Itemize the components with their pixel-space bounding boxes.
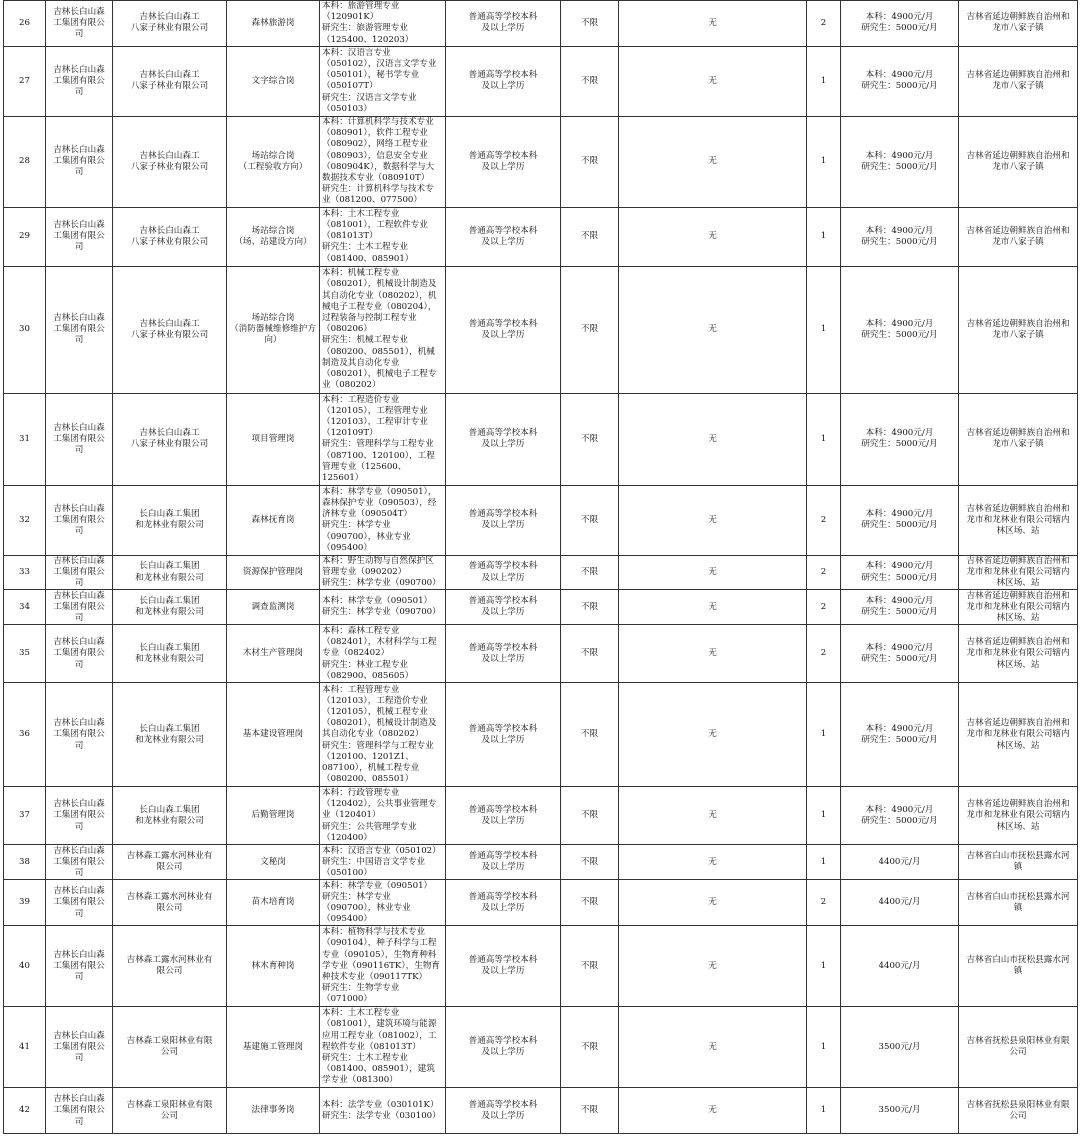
cell-count: 2 bbox=[807, 1, 841, 47]
cell-edu: 普通高等学校本科 及以上学历 bbox=[446, 590, 561, 625]
cell-unit: 长白山森工集团 和龙林业有限公司 bbox=[113, 555, 227, 590]
cell-employer: 吉林长白山森 工集团有限公 司 bbox=[46, 926, 113, 1007]
cell-place: 吉林省抚松县泉阳林业有限 公司 bbox=[959, 1088, 1078, 1134]
cell-count: 2 bbox=[807, 880, 841, 926]
cell-age: 不限 bbox=[561, 926, 619, 1007]
cell-no: 26 bbox=[4, 1, 46, 47]
cell-edu: 普通高等学校本科 及以上学历 bbox=[446, 787, 561, 845]
cell-age: 不限 bbox=[561, 683, 619, 787]
cell-exp: 无 bbox=[619, 207, 807, 266]
cell-salary: 本科：4900元/月 研究生：5000元/月 bbox=[841, 207, 959, 266]
cell-edu: 普通高等学校本科 及以上学历 bbox=[446, 845, 561, 880]
cell-no: 33 bbox=[4, 555, 46, 590]
cell-exp: 无 bbox=[619, 1, 807, 47]
cell-employer: 吉林长白山森 工集团有限公 司 bbox=[46, 787, 113, 845]
cell-count: 1 bbox=[807, 116, 841, 207]
cell-major: 本科：林学专业（090501） 研究生：林学专业 （090700），林业专业 （095400） bbox=[320, 880, 446, 926]
cell-exp: 无 bbox=[619, 46, 807, 116]
cell-post: 场站综合岗 （工程验收方向） bbox=[227, 116, 320, 207]
cell-edu: 普通高等学校本科 及以上学历 bbox=[446, 116, 561, 207]
cell-count: 1 bbox=[807, 683, 841, 787]
cell-edu: 普通高等学校本科 及以上学历 bbox=[446, 555, 561, 590]
cell-unit: 长白山森工集团 和龙林业有限公司 bbox=[113, 683, 227, 787]
cell-unit: 吉林森工泉阳林业有限 公司 bbox=[113, 1007, 227, 1088]
cell-salary: 4400元/月 bbox=[841, 880, 959, 926]
cell-major: 本科：工程管理专业 （120103），工程造价专业 （120105），机械工程专业 （080201），机械设计制造及 其自动化专业（080202） 研究生：管理科学与工程专业 （120100、1201Z1、 087100），机械工程专业 （080200、085501） bbox=[320, 683, 446, 787]
cell-post: 文字综合岗 bbox=[227, 46, 320, 116]
cell-place: 吉林省延边朝鲜族自治州和 龙市八家子镇 bbox=[959, 266, 1078, 393]
cell-no: 37 bbox=[4, 787, 46, 845]
table-row bbox=[4, 555, 1078, 590]
cell-post: 场站综合岗 （消防器械维修维护方 向） bbox=[227, 266, 320, 393]
cell-employer: 吉林长白山森 工集团有限公 司 bbox=[46, 555, 113, 590]
cell-exp: 无 bbox=[619, 625, 807, 683]
cell-edu: 普通高等学校本科 及以上学历 bbox=[446, 926, 561, 1007]
cell-place: 吉林省白山市抚松县露水河 镇 bbox=[959, 880, 1078, 926]
cell-age: 不限 bbox=[561, 1088, 619, 1134]
cell-major: 本科：工程造价专业 （120105），工程管理专业 （120103），工程审计专业 （120109T） 研究生：管理科学与工程专业 （087100、120100），工程 管理专业（125600、 125601） bbox=[320, 393, 446, 485]
cell-post: 文秘岗 bbox=[227, 845, 320, 880]
cell-no: 30 bbox=[4, 266, 46, 393]
cell-count: 1 bbox=[807, 393, 841, 485]
cell-age: 不限 bbox=[561, 266, 619, 393]
cell-exp: 无 bbox=[619, 1088, 807, 1134]
table-row bbox=[4, 1088, 1078, 1134]
cell-salary: 本科：4900元/月 研究生：5000元/月 bbox=[841, 1, 959, 47]
cell-age: 不限 bbox=[561, 393, 619, 485]
cell-unit: 吉林长白山森工 八家子林业有限公司 bbox=[113, 266, 227, 393]
cell-age: 不限 bbox=[561, 625, 619, 683]
cell-age: 不限 bbox=[561, 1, 619, 47]
cell-major: 本科：行政管理专业 （120402），公共事业管理专 业（120401） 研究生：公共管理学专业 （120400） bbox=[320, 787, 446, 845]
cell-place: 吉林省延边朝鲜族自治州和 龙市和龙林业有限公司辖内 林区场、站 bbox=[959, 555, 1078, 590]
cell-unit: 吉林长白山森工 八家子林业有限公司 bbox=[113, 393, 227, 485]
cell-post: 森林旅游岗 bbox=[227, 1, 320, 47]
cell-no: 29 bbox=[4, 207, 46, 266]
cell-no: 27 bbox=[4, 46, 46, 116]
cell-post: 森林抚育岗 bbox=[227, 485, 320, 555]
cell-unit: 长白山森工集团 和龙林业有限公司 bbox=[113, 485, 227, 555]
cell-post: 基本建设管理岗 bbox=[227, 683, 320, 787]
cell-employer: 吉林长白山森 工集团有限公 司 bbox=[46, 845, 113, 880]
cell-count: 1 bbox=[807, 787, 841, 845]
cell-no: 32 bbox=[4, 485, 46, 555]
cell-age: 不限 bbox=[561, 845, 619, 880]
cell-place: 吉林省延边朝鲜族自治州和 龙市和龙林业有限公司辖内 林区场、站 bbox=[959, 485, 1078, 555]
cell-edu: 普通高等学校本科 及以上学历 bbox=[446, 46, 561, 116]
cell-no: 28 bbox=[4, 116, 46, 207]
cell-unit: 吉林长白山森工 八家子林业有限公司 bbox=[113, 46, 227, 116]
cell-salary: 本科：4900元/月 研究生：5000元/月 bbox=[841, 46, 959, 116]
table-row bbox=[4, 625, 1078, 683]
cell-unit: 长白山森工集团 和龙林业有限公司 bbox=[113, 787, 227, 845]
table-row bbox=[4, 485, 1078, 555]
cell-count: 2 bbox=[807, 485, 841, 555]
cell-place: 吉林省延边朝鲜族自治州和 龙市八家子镇 bbox=[959, 393, 1078, 485]
cell-exp: 无 bbox=[619, 787, 807, 845]
cell-place: 吉林省抚松县泉阳林业有限 公司 bbox=[959, 1007, 1078, 1088]
cell-age: 不限 bbox=[561, 46, 619, 116]
cell-employer: 吉林长白山森 工集团有限公 司 bbox=[46, 46, 113, 116]
cell-major: 本科：土木工程专业 （081001），工程软件专业 （081013T） 研究生：土木工程专业 （081400、085901） bbox=[320, 207, 446, 266]
cell-post: 苗木培育岗 bbox=[227, 880, 320, 926]
cell-edu: 普通高等学校本科 及以上学历 bbox=[446, 1, 561, 47]
table-row bbox=[4, 590, 1078, 625]
cell-edu: 普通高等学校本科 及以上学历 bbox=[446, 207, 561, 266]
cell-edu: 普通高等学校本科 及以上学历 bbox=[446, 625, 561, 683]
cell-unit: 吉林长白山森工 八家子林业有限公司 bbox=[113, 116, 227, 207]
cell-major: 本科：土木工程专业 （081001），建筑环境与能源 应用工程专业（081002），工 程软件专业（081013T） 研究生：土木工程专业 （081400、085901），建筑 学专业（081300） bbox=[320, 1007, 446, 1088]
cell-edu: 普通高等学校本科 及以上学历 bbox=[446, 393, 561, 485]
cell-employer: 吉林长白山森 工集团有限公 司 bbox=[46, 1088, 113, 1134]
cell-post: 基建施工管理岗 bbox=[227, 1007, 320, 1088]
cell-place: 吉林省延边朝鲜族自治州和 龙市八家子镇 bbox=[959, 116, 1078, 207]
cell-post: 法律事务岗 bbox=[227, 1088, 320, 1134]
cell-employer: 吉林长白山森 工集团有限公 司 bbox=[46, 1, 113, 47]
cell-employer: 吉林长白山森 工集团有限公 司 bbox=[46, 683, 113, 787]
table-row bbox=[4, 207, 1078, 266]
cell-edu: 普通高等学校本科 及以上学历 bbox=[446, 266, 561, 393]
cell-edu: 普通高等学校本科 及以上学历 bbox=[446, 880, 561, 926]
cell-place: 吉林省延边朝鲜族自治州和 龙市八家子镇 bbox=[959, 1, 1078, 47]
cell-place: 吉林省延边朝鲜族自治州和 龙市八家子镇 bbox=[959, 46, 1078, 116]
cell-no: 39 bbox=[4, 880, 46, 926]
cell-post: 后勤管理岗 bbox=[227, 787, 320, 845]
cell-major: 本科：林学专业（090501）， 森林保护专业（090503），经 济林专业（090504T） 研究生：林学专业 （090700），林业专业 （095400） bbox=[320, 485, 446, 555]
recruitment-table bbox=[3, 0, 1078, 1134]
cell-exp: 无 bbox=[619, 393, 807, 485]
cell-exp: 无 bbox=[619, 590, 807, 625]
cell-salary: 本科：4900元/月 研究生：5000元/月 bbox=[841, 485, 959, 555]
cell-post: 木材生产管理岗 bbox=[227, 625, 320, 683]
cell-major: 本科：汉语言专业（050102） 研究生：中国语言文学专业 （050100） bbox=[320, 845, 446, 880]
cell-employer: 吉林长白山森 工集团有限公 司 bbox=[46, 116, 113, 207]
cell-count: 2 bbox=[807, 555, 841, 590]
cell-count: 1 bbox=[807, 1007, 841, 1088]
cell-major: 本科：法学专业（030101K） 研究生：法学专业（030100） bbox=[320, 1088, 446, 1134]
cell-salary: 4400元/月 bbox=[841, 926, 959, 1007]
cell-count: 2 bbox=[807, 625, 841, 683]
cell-exp: 无 bbox=[619, 266, 807, 393]
table-row bbox=[4, 683, 1078, 787]
cell-salary: 3500元/月 bbox=[841, 1007, 959, 1088]
cell-salary: 本科：4900元/月 研究生：5000元/月 bbox=[841, 393, 959, 485]
cell-age: 不限 bbox=[561, 207, 619, 266]
cell-age: 不限 bbox=[561, 787, 619, 845]
cell-count: 1 bbox=[807, 845, 841, 880]
cell-unit: 吉林长白山森工 八家子林业有限公司 bbox=[113, 207, 227, 266]
cell-unit: 长白山森工集团 和龙林业有限公司 bbox=[113, 625, 227, 683]
cell-salary: 本科：4900元/月 研究生：5000元/月 bbox=[841, 555, 959, 590]
cell-unit: 吉林森工露水河林业有 限公司 bbox=[113, 880, 227, 926]
cell-post: 调查监测岗 bbox=[227, 590, 320, 625]
cell-edu: 普通高等学校本科 及以上学历 bbox=[446, 1007, 561, 1088]
cell-count: 2 bbox=[807, 590, 841, 625]
cell-place: 吉林省延边朝鲜族自治州和 龙市和龙林业有限公司辖内 林区场、站 bbox=[959, 625, 1078, 683]
cell-exp: 无 bbox=[619, 116, 807, 207]
table-row bbox=[4, 116, 1078, 207]
cell-place: 吉林省延边朝鲜族自治州和 龙市八家子镇 bbox=[959, 207, 1078, 266]
cell-age: 不限 bbox=[561, 555, 619, 590]
cell-employer: 吉林长白山森 工集团有限公 司 bbox=[46, 266, 113, 393]
cell-major: 本科：旅游管理专业 （120901K） 研究生：旅游管理专业 （125400、120203） bbox=[320, 1, 446, 47]
cell-no: 34 bbox=[4, 590, 46, 625]
cell-major: 本科：植物科学与技术专业 （090104），种子科学与工程 专业（090105），生物育种科 学专业（090116TK），生物育 种技术专业（090117TK） 研究生：生物学专业 （071000） bbox=[320, 926, 446, 1007]
cell-age: 不限 bbox=[561, 116, 619, 207]
cell-count: 1 bbox=[807, 46, 841, 116]
table-row bbox=[4, 880, 1078, 926]
table-row bbox=[4, 787, 1078, 845]
cell-employer: 吉林长白山森 工集团有限公 司 bbox=[46, 393, 113, 485]
cell-exp: 无 bbox=[619, 926, 807, 1007]
cell-salary: 本科：4900元/月 研究生：5000元/月 bbox=[841, 266, 959, 393]
cell-employer: 吉林长白山森 工集团有限公 司 bbox=[46, 207, 113, 266]
cell-salary: 4400元/月 bbox=[841, 845, 959, 880]
table-row bbox=[4, 1, 1078, 47]
cell-no: 40 bbox=[4, 926, 46, 1007]
cell-employer: 吉林长白山森 工集团有限公 司 bbox=[46, 485, 113, 555]
cell-unit: 吉林森工泉阳林业有限 公司 bbox=[113, 1088, 227, 1134]
cell-unit: 长白山森工集团 和龙林业有限公司 bbox=[113, 590, 227, 625]
table-row bbox=[4, 46, 1078, 116]
cell-major: 本科：野生动物与自然保护区 管理专业（090202） 研究生：林学专业（090700） bbox=[320, 555, 446, 590]
cell-no: 42 bbox=[4, 1088, 46, 1134]
cell-salary: 本科：4900元/月 研究生：5000元/月 bbox=[841, 787, 959, 845]
cell-exp: 无 bbox=[619, 880, 807, 926]
cell-employer: 吉林长白山森 工集团有限公 司 bbox=[46, 590, 113, 625]
cell-count: 1 bbox=[807, 207, 841, 266]
cell-salary: 3500元/月 bbox=[841, 1088, 959, 1134]
cell-salary: 本科：4900元/月 研究生：5000元/月 bbox=[841, 590, 959, 625]
cell-salary: 本科：4900元/月 研究生：5000元/月 bbox=[841, 116, 959, 207]
cell-no: 36 bbox=[4, 683, 46, 787]
cell-edu: 普通高等学校本科 及以上学历 bbox=[446, 683, 561, 787]
cell-place: 吉林省白山市抚松县露水河 镇 bbox=[959, 845, 1078, 880]
cell-place: 吉林省延边朝鲜族自治州和 龙市和龙林业有限公司辖内 林区场、站 bbox=[959, 590, 1078, 625]
cell-exp: 无 bbox=[619, 555, 807, 590]
cell-place: 吉林省延边朝鲜族自治州和 龙市和龙林业有限公司辖内 林区场、站 bbox=[959, 683, 1078, 787]
cell-no: 38 bbox=[4, 845, 46, 880]
table-row bbox=[4, 926, 1078, 1007]
cell-edu: 普通高等学校本科 及以上学历 bbox=[446, 485, 561, 555]
cell-major: 本科：汉语言专业 （050102），汉语言文学专业 （050101），秘书学专业 （050107T） 研究生：汉语言文学专业 （050103） bbox=[320, 46, 446, 116]
table-row bbox=[4, 1007, 1078, 1088]
cell-major: 本科：森林工程专业 （082401），木材科学与工程 专业（082402） 研究生：林业工程专业 （082900、085605） bbox=[320, 625, 446, 683]
cell-exp: 无 bbox=[619, 845, 807, 880]
cell-count: 1 bbox=[807, 1088, 841, 1134]
cell-post: 场站综合岗 （场、站建设方向） bbox=[227, 207, 320, 266]
cell-employer: 吉林长白山森 工集团有限公 司 bbox=[46, 880, 113, 926]
cell-age: 不限 bbox=[561, 1007, 619, 1088]
cell-major: 本科：机械工程专业 （080201），机械设计制造及 其自动化专业（080202），机 械电子工程专业（080204）， 过程装备与控制工程专业 （080206） 研究生：机械工程专业 （080200、085501），机械 制造及其自动化专业 （080201），机械电子工程专 业（080202） bbox=[320, 266, 446, 393]
cell-unit: 吉林森工露水河林业有 限公司 bbox=[113, 926, 227, 1007]
cell-count: 1 bbox=[807, 266, 841, 393]
cell-employer: 吉林长白山森 工集团有限公 司 bbox=[46, 1007, 113, 1088]
cell-salary: 本科：4900元/月 研究生：5000元/月 bbox=[841, 625, 959, 683]
cell-count: 1 bbox=[807, 926, 841, 1007]
cell-edu: 普通高等学校本科 及以上学历 bbox=[446, 1088, 561, 1134]
cell-post: 资源保护管理岗 bbox=[227, 555, 320, 590]
cell-employer: 吉林长白山森 工集团有限公 司 bbox=[46, 625, 113, 683]
cell-age: 不限 bbox=[561, 485, 619, 555]
cell-exp: 无 bbox=[619, 485, 807, 555]
cell-salary: 本科：4900元/月 研究生：5000元/月 bbox=[841, 683, 959, 787]
cell-major: 本科：计算机科学与技术专业 （080901），软件工程专业 （080902），网络工程专业 （080903），信息安全专业 （080904K），数据科学与大 数据技术专业（080910T） 研究生：计算机科学与技术专 业（081200、077500） bbox=[320, 116, 446, 207]
cell-no: 35 bbox=[4, 625, 46, 683]
cell-age: 不限 bbox=[561, 880, 619, 926]
cell-unit: 吉林长白山森工 八家子林业有限公司 bbox=[113, 1, 227, 47]
cell-major: 本科：林学专业（090501） 研究生：林学专业（090700） bbox=[320, 590, 446, 625]
cell-no: 41 bbox=[4, 1007, 46, 1088]
cell-age: 不限 bbox=[561, 590, 619, 625]
cell-exp: 无 bbox=[619, 683, 807, 787]
cell-unit: 吉林森工露水河林业有 限公司 bbox=[113, 845, 227, 880]
cell-place: 吉林省白山市抚松县露水河 镇 bbox=[959, 926, 1078, 1007]
cell-place: 吉林省延边朝鲜族自治州和 龙市和龙林业有限公司辖内 林区场、站 bbox=[959, 787, 1078, 845]
cell-no: 31 bbox=[4, 393, 46, 485]
cell-post: 林木育种岗 bbox=[227, 926, 320, 1007]
table-row bbox=[4, 266, 1078, 393]
table-row bbox=[4, 845, 1078, 880]
cell-post: 项目管理岗 bbox=[227, 393, 320, 485]
cell-exp: 无 bbox=[619, 1007, 807, 1088]
table-row bbox=[4, 393, 1078, 485]
